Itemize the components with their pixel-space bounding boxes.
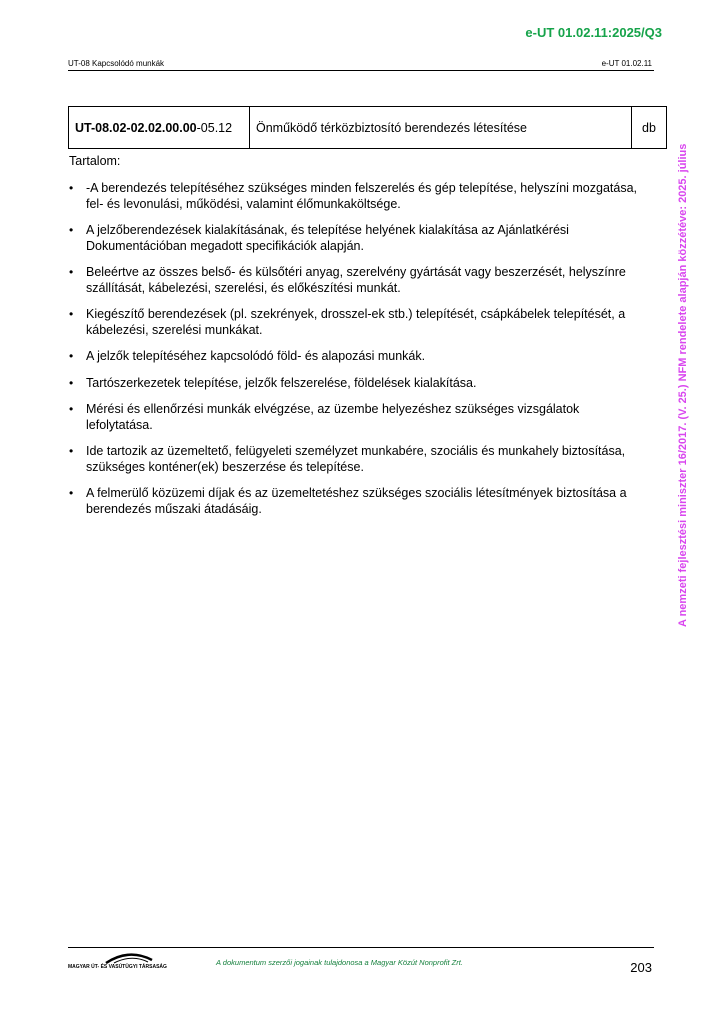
content-label: Tartalom: [69,154,121,168]
running-header [68,60,654,71]
content-list [69,181,639,528]
road-arc-icon [104,952,154,964]
list-item: • Ide tartozik az üzemeltető, felügyeleti személyzet munkabére, szociális és munkahely biztosítása, szükséges konténer(ek) beszerzése és telepítése. [69,444,639,475]
list-item: • A jelzőberendezések kialakításának, és telepítése helyének kialakítása az Ajánlatkérési Dokumentációban megadott specifikációk alapján. [69,223,639,254]
list-item: • A felmerülő közüzemi díjak és az üzemeltetéshez szükséges szociális létesítmények biztosítása a berendezés műszaki átadásáig. [69,486,639,517]
item-code-cell [69,107,250,149]
item-code-suffix: -05.12 [196,120,233,135]
footer-divider [68,947,654,948]
logo-text: MAGYAR ÚT- ÉS VASÚTÜGYI TÁRSASÁG [68,964,167,970]
item-table [68,106,667,149]
item-unit-cell: db [632,107,667,149]
document-code: e-UT 01.02.11:2025/Q3 [525,25,662,40]
list-item: • Tartószerkezetek telepítése, jelzők felszerelése, földelések kialakítása. [69,376,639,392]
copyright-notice: A dokumentum szerzői jogainak tulajdonosa a Magyar Közút Nonprofit Zrt. [216,958,463,967]
list-item: • A jelzők telepítéséhez kapcsolódó föld- és alapozási munkák. [69,349,639,365]
item-row [69,107,667,149]
header-section-title: UT-08 Kapcsolódó munkák [68,59,165,68]
page-number: 203 [630,960,652,975]
publication-side-note: A nemzeti fejlesztési miniszter 16/2017. (V. 25.) NFM rendelete alapján közzétéve: 2025. július [677,143,689,627]
item-code-bold: UT-08.02-02.02.00.00 [75,120,197,135]
list-item: • Mérési és ellenőrzési munkák elvégzése, az üzembe helyezéshez szükséges vizsgálatok lefolytatása. [69,402,639,433]
list-item: • -A berendezés telepítéséhez szükséges minden felszerelés és gép telepítése, helyszíni mozgatása, fel- és levonulási, működési, valamint élőmunkaköltsége. [69,181,639,212]
list-item: • Kiegészítő berendezések (pl. szekrények, drosszel-ek stb.) telepítését, csápkábelek telepítését, a kábelezési, szerelési munkákat. [69,307,639,338]
header-doc-id: e-UT 01.02.11 [601,59,652,68]
list-item: • Beleértve az összes belső- és külsőtéri anyag, szerelvény gyártását vagy beszerzését, helyszínre szállítását, kábelezési, szerelési, és előkészítési munkát. [69,265,639,296]
item-title-cell: Önműködő térközbiztosító berendezés létesítése [250,107,632,149]
publisher-logo [68,952,168,974]
